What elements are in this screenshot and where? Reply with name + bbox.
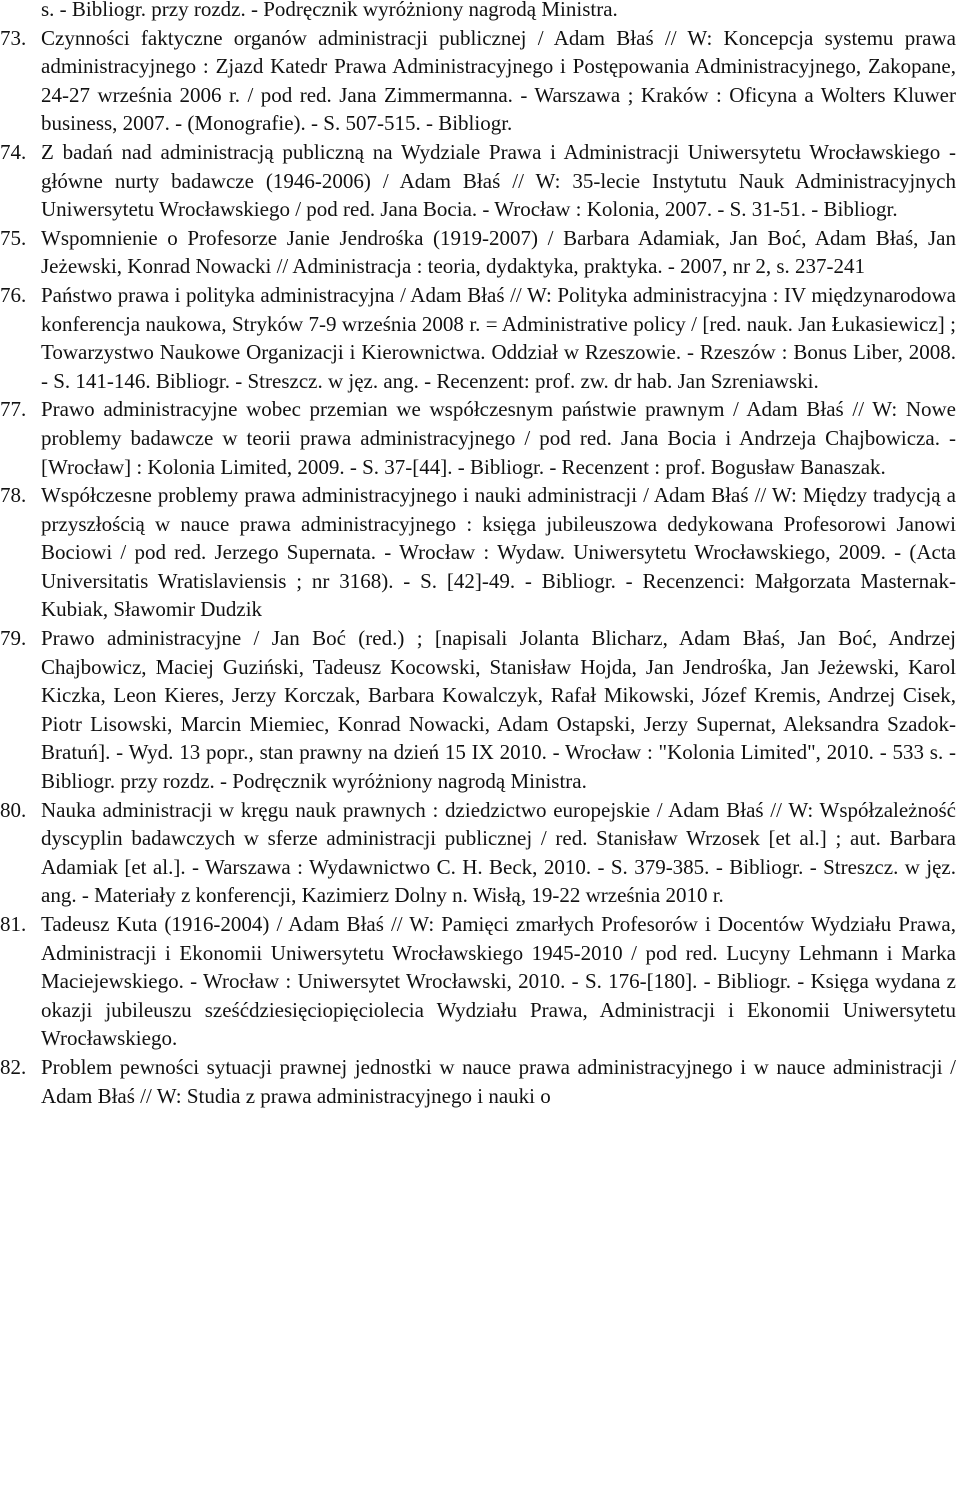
- entry-text: Prawo administracyjne wobec przemian we współczesnym państwie prawnym / Adam Błaś // W: Nowe problemy badawcze w teorii prawa administracyjnego / pod red. Jana Bocia i Andrzeja Chajbowicza. - [Wrocław] : Kolonia Limited, 2009. - S. 37-[44]. - Bibliogr. - Recenzent : prof. Bogusław Banaszak.: [41, 397, 956, 479]
- bibliography-entry: [0, 1053, 956, 1110]
- bibliography-entry: [0, 395, 956, 481]
- entry-number: 80.: [0, 797, 27, 822]
- bibliography-entry: [0, 224, 956, 281]
- entry-text: Czynności faktyczne organów administracji publicznej / Adam Błaś // W: Koncepcja systemu prawa administracyjnego : Zjazd Katedr Prawa Administracyjnego i Postępowania Administracyjnego, Zakopane, 24-27 września 2006 r. / pod red. Jana Zimmermanna. - Warszawa ; Kraków : Oficyna a Wolters Kluwer business, 2007. - (Monografie). - S. 507-515. - Bibliogr.: [41, 25, 956, 136]
- bibliography-entry: [0, 796, 956, 910]
- entry-number: 73.: [0, 25, 27, 50]
- bibliography-entry: [0, 138, 956, 224]
- entry-number: 77.: [0, 397, 27, 422]
- entry-number: 78.: [0, 483, 27, 508]
- entry-number: 81.: [0, 912, 27, 936]
- bibliography-entry: [0, 910, 956, 1053]
- bibliography-entry: [0, 24, 956, 138]
- entry-text: Z badań nad administracją publiczną na Wydziale Prawa i Administracji Uniwersytetu Wrocławskiego - główne nurty badawcze (1946-2006) / Adam Błaś // W: 35-lecie Instytutu Nauk Administracyjnych Uniwersytetu Wrocławskiego / pod red. Jana Bocia. - Wrocław : Kolonia, 2007. - S. 31-51. - Bibliogr.: [41, 139, 956, 222]
- bibliography-entry: [0, 624, 956, 796]
- entry-number: 82.: [0, 1054, 27, 1079]
- entry-number: 79.: [0, 626, 27, 651]
- entry-text: Wspomnienie o Profesorze Janie Jendrośka (1919-2007) / Barbara Adamiak, Jan Boć, Adam Błaś, Jan Jeżewski, Konrad Nowacki // Administracja : teoria, dydaktyka, praktyka. - 2007, nr 2, s. 237-241: [41, 225, 956, 279]
- bibliography-entry: [0, 481, 956, 624]
- continuation-text: s. - Bibliogr. przy rozdz. - Podręcznik wyróżniony nagrodą Ministra.: [41, 0, 618, 21]
- entry-number: 74.: [0, 139, 27, 164]
- entry-text: Państwo prawa i polityka administracyjna / Adam Błaś // W: Polityka administracyjna : IV międzynarodowa konferencja naukowa, Stryków 7-9 września 2008 r. = Administrative policy / [red. nauk. Jan Łukasiewicz] ; Towarzystwo Naukowe Organizacji i Kierownictwa. Oddział w Rzeszowie. - Rzeszów : Bonus Liber, 2008. - S. 141-146. Bibliogr. - Streszcz. w jęz. ang. - Recenzent: prof. zw. dr hab. Jan Szreniawski.: [41, 282, 956, 393]
- entry-number: 75.: [0, 225, 27, 250]
- entry-text: Prawo administracyjne / Jan Boć (red.) ; [napisali Jolanta Blicharz, Adam Błaś, Jan Boć, Andrzej Chajbowicz, Maciej Guziński, Tadeusz Kocowski, Stanisław Hojda, Jan Jendrośka, Jan Jeżewski, Karol Kiczka, Leon Kieres, Jerzy Korczak, Barbara Kowalczyk, Rafał Mikowski, Józef Kremis, Andrzej Cisek, Piotr Lisowski, Marcin Miemiec, Konrad Nowacki, Adam Ostapski, Jerzy Supernat, Aleksandra Szadok-Bratuń]. - Wyd. 13 popr., stan prawny na dzień 15 IX 2010. - Wrocław : "Kolonia Limited", 2010. - 533 s. - Bibliogr. przy rozdz. - Podręcznik wyróżniony nagrodą Ministra.: [41, 626, 956, 794]
- entry-text: Współczesne problemy prawa administracyjnego i nauki administracji / Adam Błaś // W: Między tradycją a przyszłością w nauce prawa administracyjnego : księga jubileuszowa dedykowana Profesorowi Janowi Bociowi / pod red. Jerzego Supernata. - Wrocław : Wydaw. Uniwersytetu Wrocławskiego, 2009. - (Acta Universitatis Wratislaviensis ; nr 3168). - S. [42]-49. - Bibliogr. - Recenzenci: Małgorzata Masternak-Kubiak, Sławomir Dudzik: [41, 483, 956, 622]
- entry-text: Nauka administracji w kręgu nauk prawnych : dziedzictwo europejskie / Adam Błaś // W: Współzależność dyscyplin badawczych w sferze administracji publicznej / red. Stanisław Wrzosek [et al.] ; aut. Barbara Adamiak [et al.]. - Warszawa : Wydawnictwo C. H. Beck, 2010. - S. 379-385. - Bibliogr. - Streszcz. w jęz. ang. - Materiały z konferencji, Kazimierz Dolny n. Wisłą, 19-22 września 2010 r.: [41, 797, 956, 908]
- entry-text: Tadeusz Kuta (1916-2004) / Adam Błaś // W: Pamięci zmarłych Profesorów i Docentów Wydziału Prawa, Administracji i Ekonomii Uniwersytetu Wrocławskiego 1945-2010 / pod red. Lucyny Lehmann i Marka Maciejewskiego. - Wrocław : Uniwersytet Wrocławski, 2010. - S. 176-[180]. - Bibliogr. - Księga wydana z okazji jubileuszu sześćdziesięciopięciolecia Wydziału Prawa, Administracji i Ekonomii Uniwersytetu Wrocławskiego.: [41, 912, 956, 1051]
- entry-number: 76.: [0, 282, 27, 307]
- bibliography-entry: [0, 281, 956, 395]
- entry-text: Problem pewności sytuacji prawnej jednostki w nauce prawa administracyjnego i w nauce administracji / Adam Błaś // W: Studia z prawa administracyjnego i nauki o: [41, 1054, 956, 1108]
